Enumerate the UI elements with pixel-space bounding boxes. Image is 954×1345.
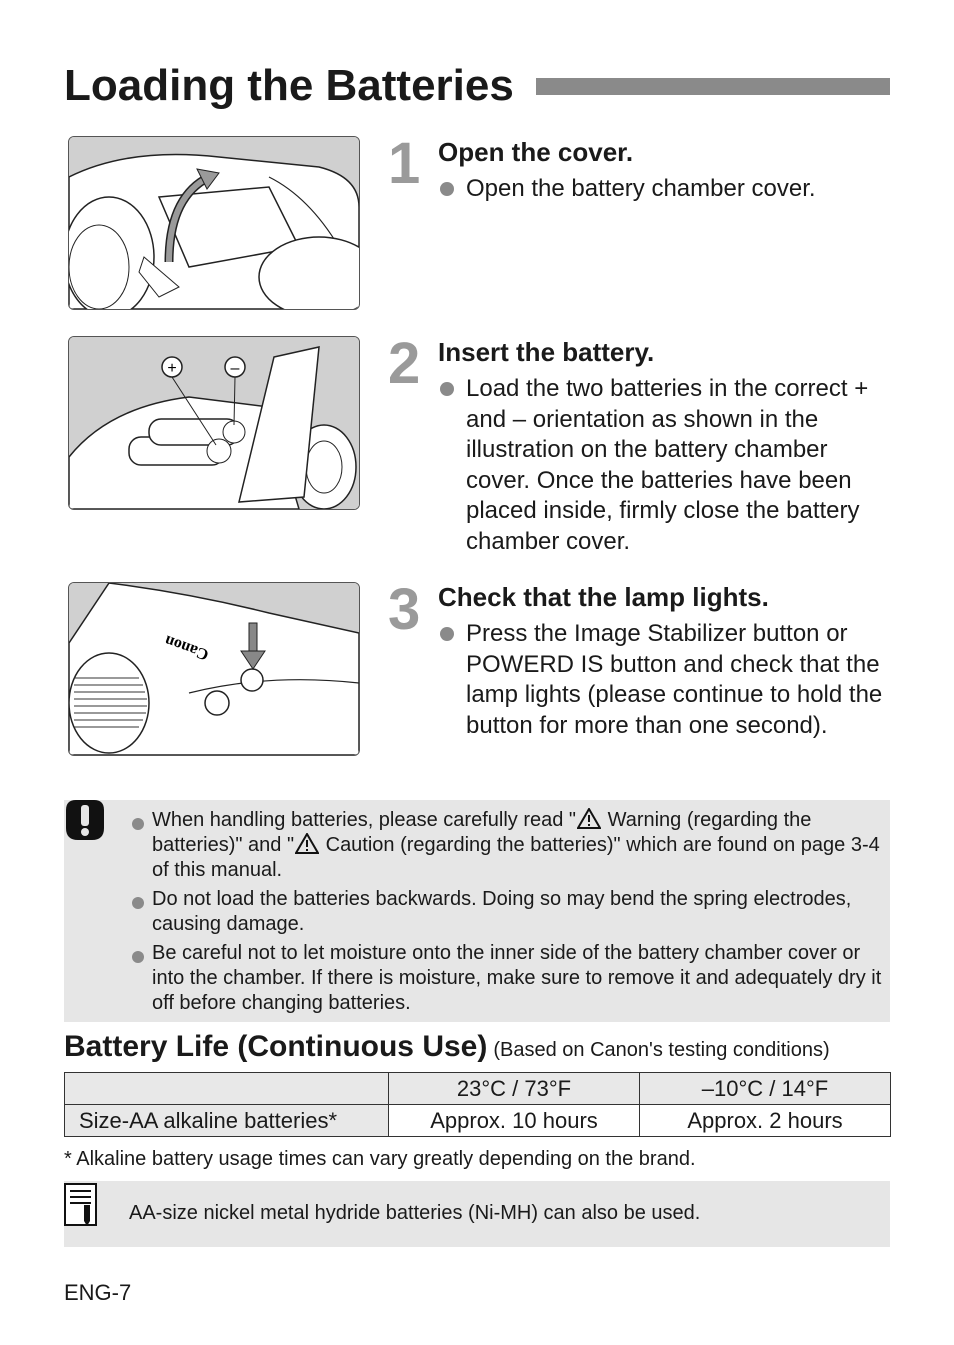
table-cell: Approx. 10 hours <box>389 1105 640 1137</box>
battery-life-heading <box>64 1030 830 1064</box>
step-1-number: 1 <box>388 131 421 196</box>
page-number: ENG-7 <box>64 1280 132 1305</box>
caution-list <box>132 808 882 1020</box>
bullet-dot-icon <box>132 897 144 909</box>
bullet-dot-icon <box>440 627 454 641</box>
bullet-dot-icon <box>440 382 454 396</box>
list-item: Load the two batteries in the correct + and – orientation as shown in the illustration on the battery chamber cover. Once the batteries have been placed inside, firmly close the battery chamber cover. <box>440 374 890 557</box>
step-3-body <box>440 619 890 741</box>
table-header-cell: 23°C / 73°F <box>389 1073 640 1105</box>
bullet-dot-icon <box>132 818 144 830</box>
page-title: Loading the Batteries <box>64 61 514 110</box>
table-header-row <box>65 1073 891 1105</box>
step-3-title: Check that the lamp lights. <box>438 582 769 612</box>
step-2-title: Insert the battery. <box>438 337 655 367</box>
table-header-cell: –10°C / 14°F <box>640 1073 891 1105</box>
battery-life-table <box>64 1072 891 1137</box>
title-rule <box>536 78 890 95</box>
caution-panel <box>64 800 890 1022</box>
step-1-title: Open the cover. <box>438 137 634 167</box>
memo-note-icon <box>64 1183 98 1227</box>
list-item: When handling batteries, please carefully read " Warning (regarding the batteries)" and " Caution (regarding the batteries)" which are found on page 3-4 of this manual. <box>132 808 882 883</box>
list-item: Do not load the batteries backwards. Doing so may bend the spring electrodes, causing damage. <box>132 887 882 937</box>
table-cell: Approx. 2 hours <box>640 1105 891 1137</box>
brand-text: Canon <box>162 631 211 664</box>
step3-illustration <box>68 582 360 756</box>
table-header-cell <box>65 1073 389 1105</box>
table-row-label: Size-AA alkaline batteries* <box>65 1105 389 1137</box>
step-1-body <box>440 174 890 205</box>
caution-exclamation-icon <box>64 800 106 842</box>
bullet-dot-icon <box>440 182 454 196</box>
section-subtitle: (Based on Canon's testing conditions) <box>493 1039 830 1061</box>
step-3-number: 3 <box>388 577 421 642</box>
list-item: Open the battery chamber cover. <box>440 174 890 205</box>
step2-illustration <box>68 336 360 510</box>
memo-panel <box>64 1181 890 1247</box>
step1-illustration <box>68 136 360 310</box>
list-item: Press the Image Stabilizer button or POWERD IS button and check that the lamp lights (please continue to hold the button for more than one second). <box>440 619 890 741</box>
caution-triangle-icon <box>295 833 319 854</box>
footnote: * Alkaline battery usage times can vary greatly depending on the brand. <box>64 1148 696 1170</box>
section-title: Battery Life (Continuous Use) <box>64 1030 488 1063</box>
minus-mark: – <box>230 360 240 377</box>
step-2-number: 2 <box>388 331 421 396</box>
list-item: Be careful not to let moisture onto the inner side of the battery chamber cover or into the chamber. If there is moisture, make sure to remove it and adequately dry it off before changing batteries. <box>132 941 882 1016</box>
warning-triangle-icon <box>577 808 601 829</box>
table-row <box>65 1105 891 1137</box>
bullet-dot-icon <box>132 951 144 963</box>
plus-mark: + <box>167 360 177 377</box>
step-2-body <box>440 374 890 557</box>
memo-text: AA-size nickel metal hydride batteries (Ni-MH) can also be used. <box>129 1202 701 1224</box>
